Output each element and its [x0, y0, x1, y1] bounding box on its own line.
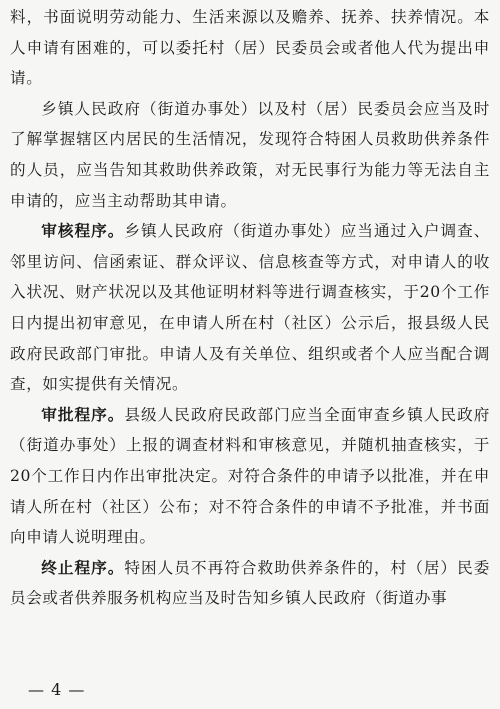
page-number: — 4 —: [28, 680, 86, 699]
paragraph-approval-procedure: [10, 400, 490, 553]
paragraph-text: 乡镇人民政府（街道办事处）应当通过入户调查、邻里访问、信函索证、群众评议、信息核查等方式，对申请人的收入状况、财产状况以及其他证明材料等进行调查核实，于20个工作日内提出初审意见，在申请人所在村（社区）公示后，报县级人民政府民政部门审批。申请人及有关单位、组织或者个人应当配合调查，如实提供有关情况。: [10, 222, 490, 394]
paragraph-termination-procedure: [10, 553, 490, 614]
paragraph-text: 乡镇人民政府（街道办事处）以及村（居）民委员会应当及时了解掌握辖区内居民的生活情况，发现符合特困人员救助供养条件的人员，应当告知其救助供养政策，对无民事行为能力等无法自主申请的，应当主动帮助其申请。: [10, 99, 490, 210]
paragraph-application-continued: [10, 2, 490, 94]
paragraph-lead: 审批程序。: [41, 404, 125, 424]
paragraph-review-procedure: [10, 216, 490, 400]
paragraph-lead: 终止程序。: [41, 557, 125, 577]
paragraph-lead: 审核程序。: [41, 221, 125, 241]
paragraph-text: 特困人员不再符合救助供养条件的，村（居）民委员会或者供养服务机构应当及时告知乡镇人民政府（街道办事: [10, 558, 490, 608]
document-body: [10, 2, 490, 614]
paragraph-active-discovery: [10, 94, 490, 216]
paragraph-text: 料，书面说明劳动能力、生活来源以及赡养、抚养、扶养情况。本人申请有困难的，可以委托村（居）民委员会或者他人代为提出申请。: [10, 8, 490, 88]
paragraph-text: 县级人民政府民政部门应当全面审查乡镇人民政府（街道办事处）上报的调查材料和审核意见，并随机抽查核实，于20个工作日内作出审批决定。对符合条件的申请予以批准，并在申请人所在村（社区）公布；对不符合条件的申请不予批准，并书面向申请人说明理由。: [10, 405, 490, 547]
